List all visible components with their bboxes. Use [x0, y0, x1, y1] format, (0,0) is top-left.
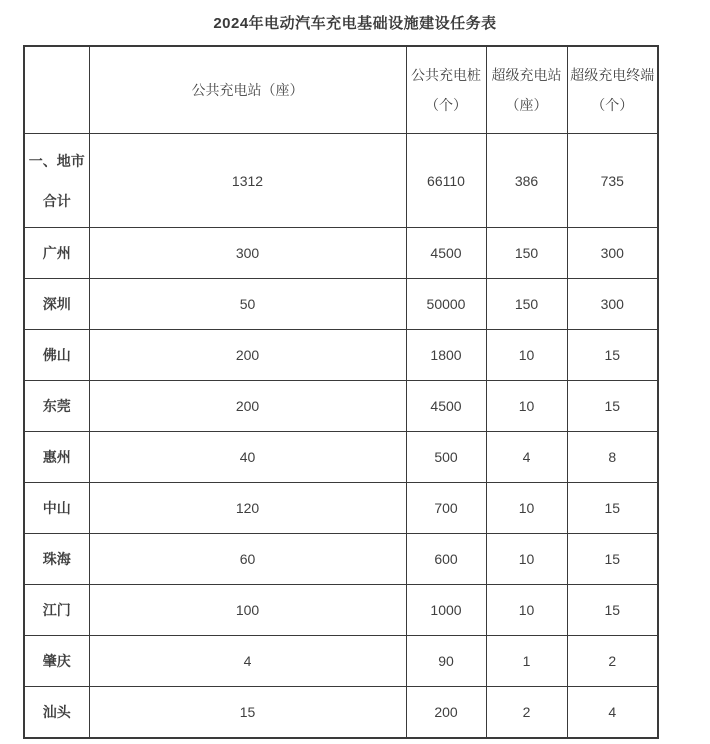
cell-super-station: 10 [486, 483, 567, 534]
cell-public-pile: 600 [406, 534, 486, 585]
cell-super-station: 150 [486, 228, 567, 279]
table-row-dongguan [24, 381, 658, 432]
cell-public-station: 120 [89, 483, 406, 534]
cell-public-station: 300 [89, 228, 406, 279]
table-header-row [24, 46, 658, 134]
page-title: 2024年电动汽车充电基础设施建设任务表 [213, 15, 497, 32]
cell-super-station: 10 [486, 585, 567, 636]
cell-public-station: 100 [89, 585, 406, 636]
cell-public-pile: 700 [406, 483, 486, 534]
cell-super-terminal: 15 [567, 585, 658, 636]
header-line: 公共充电桩 [411, 67, 481, 83]
header-cell-super-terminal [567, 46, 658, 134]
table-total-row [24, 134, 658, 228]
cell-city: 广州 [24, 228, 89, 279]
cell-public-pile: 1800 [406, 330, 486, 381]
cell-super-station: 10 [486, 534, 567, 585]
cell-super-terminal: 15 [567, 330, 658, 381]
cell-city: 汕头 [24, 687, 89, 739]
cell-public-pile: 200 [406, 687, 486, 739]
cell-public-pile: 50000 [406, 279, 486, 330]
header-line: （座） [505, 97, 548, 113]
cell-public-station: 15 [89, 687, 406, 739]
header-cell-empty [24, 46, 89, 134]
cell-super-terminal: 4 [567, 687, 658, 739]
table-row-huizhou [24, 432, 658, 483]
cell-super-terminal: 300 [567, 279, 658, 330]
table-row-zhongshan [24, 483, 658, 534]
table-row-zhaoqing [24, 636, 658, 687]
cell-public-station: 60 [89, 534, 406, 585]
cell-super-station: 150 [486, 279, 567, 330]
header-cell-super-station [486, 46, 567, 134]
cell-super-terminal: 735 [567, 134, 658, 228]
cell-city: 江门 [24, 585, 89, 636]
header-cell-public-station: 公共充电站（座） [89, 46, 406, 134]
cell-super-station: 10 [486, 330, 567, 381]
table-row-guangzhou [24, 228, 658, 279]
cell-super-station: 2 [486, 687, 567, 739]
cell-super-terminal: 15 [567, 381, 658, 432]
header-line: 超级充电终端 [570, 67, 655, 83]
cell-public-station: 4 [89, 636, 406, 687]
cell-city: 深圳 [24, 279, 89, 330]
header-line: 超级充电站 [491, 67, 562, 83]
cell-public-pile: 4500 [406, 381, 486, 432]
total-label-line: 合计 [42, 192, 71, 209]
cell-public-station: 200 [89, 381, 406, 432]
cell-public-station: 200 [89, 330, 406, 381]
table-row-foshan [24, 330, 658, 381]
cell-public-station: 1312 [89, 134, 406, 228]
cell-public-station: 50 [89, 279, 406, 330]
cell-public-pile: 4500 [406, 228, 486, 279]
cell-city: 惠州 [24, 432, 89, 483]
charging-infrastructure-task-table [23, 45, 659, 739]
header-cell-public-pile [406, 46, 486, 134]
table-row-zhuhai [24, 534, 658, 585]
cell-public-station: 40 [89, 432, 406, 483]
cell-super-terminal: 300 [567, 228, 658, 279]
cell-super-station: 386 [486, 134, 567, 228]
table-row-shenzhen [24, 279, 658, 330]
header-line: （个） [591, 97, 634, 113]
cell-city: 中山 [24, 483, 89, 534]
cell-city: 佛山 [24, 330, 89, 381]
cell-public-pile: 500 [406, 432, 486, 483]
cell-super-terminal: 8 [567, 432, 658, 483]
total-row-label [24, 134, 89, 228]
cell-city: 珠海 [24, 534, 89, 585]
cell-public-pile: 1000 [406, 585, 486, 636]
cell-super-station: 10 [486, 381, 567, 432]
cell-super-station: 1 [486, 636, 567, 687]
cell-super-terminal: 15 [567, 534, 658, 585]
cell-public-pile: 66110 [406, 134, 486, 228]
cell-public-pile: 90 [406, 636, 486, 687]
header-line: （个） [425, 97, 467, 113]
table-row-jiangmen [24, 585, 658, 636]
total-label-line: 一、地市 [28, 152, 85, 169]
cell-city: 肇庆 [24, 636, 89, 687]
cell-super-station: 4 [486, 432, 567, 483]
table-row-shantou [24, 687, 658, 739]
cell-super-terminal: 15 [567, 483, 658, 534]
cell-super-terminal: 2 [567, 636, 658, 687]
cell-city: 东莞 [24, 381, 89, 432]
